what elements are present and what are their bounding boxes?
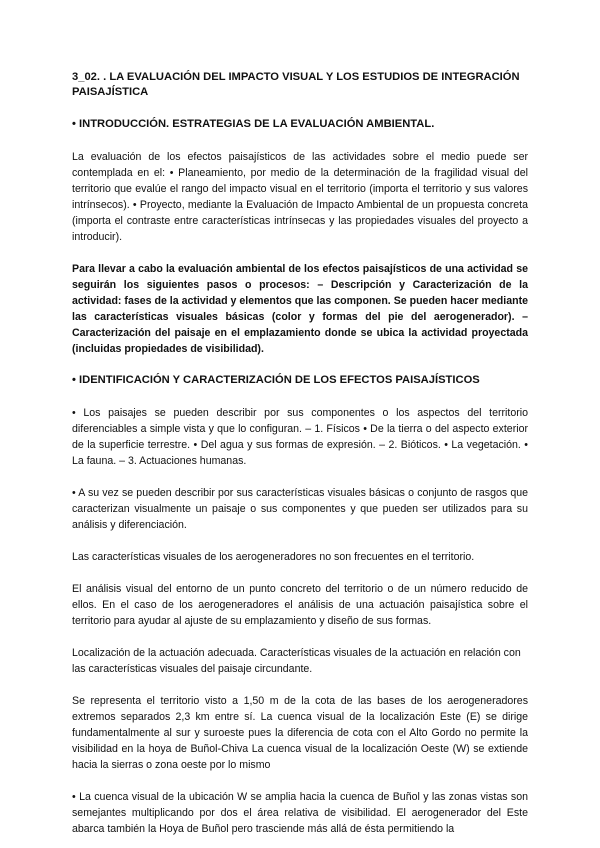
paragraph-pasos-bold: Para llevar a cabo la evaluación ambiental de los efectos paisajísticos de una actividad se seguirán los siguientes pasos o procesos: – Descripción y Caracterización de la actividad: fases de la actividad y elementos que las componen. Se pueden hacer mediante las características visuales básicas (color y formas del pie del aerogenerador). – Caracterización del paisaje en el emplazamiento donde se ubica la actividad proyectada (incluidas propiedades de visibilidad). (72, 263, 528, 355)
paragraph-caracteristicas: • A su vez se pueden describir por sus características visuales básicas o conjunto de rasgos que caracterizan visualmente un paisaje o sus componentes y que pueden ser utilizados para su análisis y diferenciación. (72, 487, 528, 531)
paragraph-componentes: • Los paisajes se pueden describir por sus componentes o los aspectos del territorio diferenciables a simple vista y que lo configuran. – 1. Físicos • De la tierra o del aspecto exterior de la superficie terrestre. • Del agua y sus formas de expresión. – 2. Bióticos. • La vegetación. • La fauna. – 3. Actuaciones humanas. (72, 407, 528, 467)
paragraph-evaluacion: La evaluación de los efectos paisajísticos de las actividades sobre el medio puede ser contemplada en el: • Planeamiento, por medio de la determinación de la fragilidad visual del territorio que evalúe el rango del impacto visual en el territorio (importa el territorio y sus valores intrínsecos). • Proyecto, mediante la Evaluación de Impacto Ambiental de un propuesta concreta (importa el contraste entre características intrínsecas y las propiedades visuales del proyecto a introducir). (72, 151, 528, 243)
paragraph-aerogeneradores: Las características visuales de los aerogeneradores no son frecuentes en el territorio. (72, 551, 475, 563)
paragraph-territorio: Se representa el territorio visto a 1,50 m de la cota de las bases de los aerogeneradores extremos separados 2,3 km entre sí. La cuenca visual de la localización Este (E) se dirige fundamentalmente al sur y suroeste pues la diferencia de cota con el Alto Gordo no permite la visibilidad en la hoya de Buñol-Chiva La cuenca visual de la localización Oeste (W) se extiende hacia la sierras o zona oeste por lo mismo (72, 695, 528, 771)
section-heading-introduccion: • INTRODUCCIÓN. ESTRATEGIAS DE LA EVALUACIÓN AMBIENTAL. (72, 118, 435, 130)
paragraph-localizacion: Localización de la actuación adecuada. Características visuales de la actuación en relación con las características visuales del paisaje circundante. (72, 647, 521, 675)
section-heading-identificacion: • IDENTIFICACIÓN Y CARACTERIZACIÓN DE LOS EFECTOS PAISAJÍSTICOS (72, 374, 480, 386)
paragraph-analisis-visual: El análisis visual del entorno de un punto concreto del territorio o de un número reducido de ellos. En el caso de los aerogeneradores el análisis de una actuación paisajística sobre el territorio para ayudar al ajuste de su emplazamiento y diseño de sus formas. (72, 583, 528, 627)
document-title: 3_02. . LA EVALUACIÓN DEL IMPACTO VISUAL Y LOS ESTUDIOS DE INTEGRACIÓN PAISAJÍSTICA (72, 71, 520, 98)
paragraph-cuenca-visual: • La cuenca visual de la ubicación W se amplia hacia la cuenca de Buñol y las zonas vistas son semejantes multiplicando por dos el área relativa de visibilidad. El aerogenerador del Este abarca también la Hoya de Buñol pero trasciende más allá de ésta permitiendo la (72, 791, 528, 835)
